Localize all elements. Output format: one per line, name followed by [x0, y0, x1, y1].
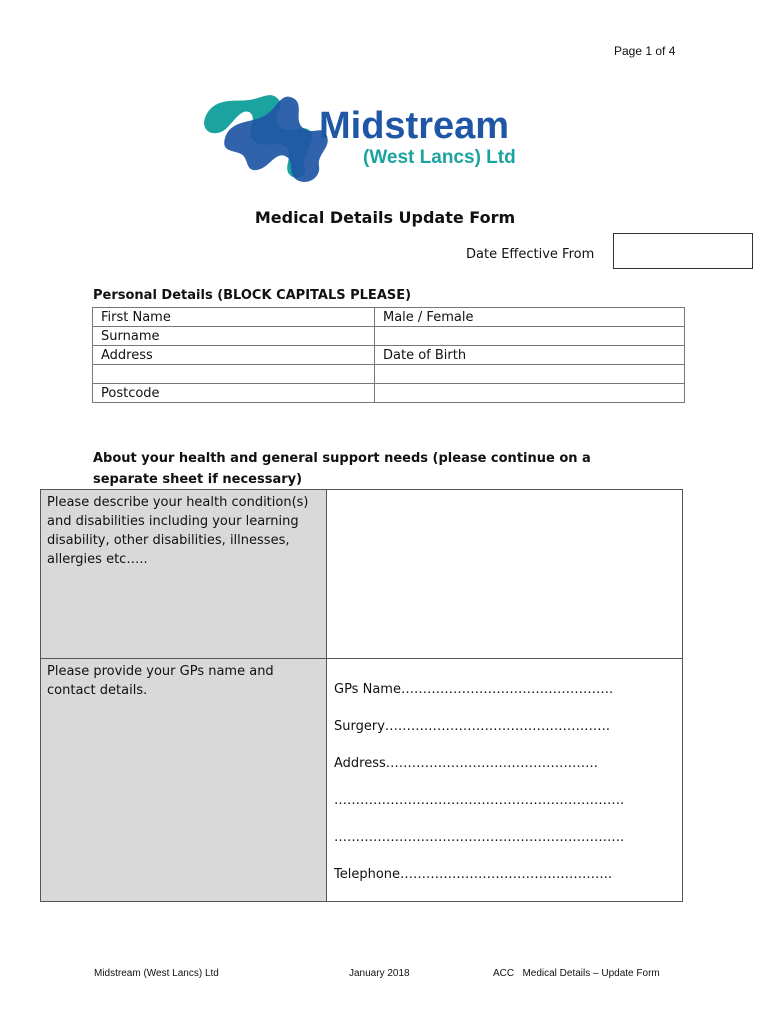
- midstream-logo: [197, 88, 577, 188]
- empty-field[interactable]: [375, 327, 685, 346]
- personal-details-heading: Personal Details (BLOCK CAPITALS PLEASE): [93, 288, 412, 303]
- table-row: [93, 346, 685, 365]
- gp-name-line[interactable]: GPs Name………………………………………….: [334, 682, 614, 697]
- gp-details-answer[interactable]: [327, 659, 683, 902]
- gp-address-line[interactable]: Address………………………………………….: [334, 756, 598, 771]
- table-row: [93, 327, 685, 346]
- table-row: [93, 308, 685, 327]
- surname-field[interactable]: Surname: [93, 327, 375, 346]
- footer-company: Midstream (West Lancs) Ltd: [94, 968, 219, 979]
- gp-details-question: Please provide your GPs name and contact details.: [41, 659, 327, 902]
- empty-field[interactable]: [375, 365, 685, 384]
- form-title: Medical Details Update Form: [254, 208, 516, 227]
- address-field[interactable]: Address: [93, 346, 375, 365]
- health-section-heading: About your health and general support needs (please continue on a separate sheet if necessary): [93, 451, 591, 487]
- date-effective-label: Date Effective From: [466, 247, 595, 262]
- footer-date: January 2018: [349, 968, 410, 979]
- logo-name: Midstream: [319, 105, 510, 147]
- postcode-field[interactable]: Postcode: [93, 384, 375, 403]
- personal-details-table: [92, 307, 685, 403]
- gp-address-line-2[interactable]: ………………………………………………………….: [334, 793, 625, 808]
- empty-field[interactable]: [375, 384, 685, 403]
- surgery-line[interactable]: Surgery…………………………………………….: [334, 719, 611, 734]
- gp-address-line-3[interactable]: ………………………………………………………….: [334, 830, 625, 845]
- health-condition-question: Please describe your health condition(s) and disabilities including your learning disability, other disabilities, illnesses, allergies etc…..: [41, 490, 327, 659]
- table-row: [41, 659, 683, 902]
- page-number: Page 1 of 4: [614, 44, 676, 58]
- table-row: [93, 384, 685, 403]
- date-of-birth-field[interactable]: Date of Birth: [375, 346, 685, 365]
- footer-document-ref: ACC Medical Details – Update Form: [493, 968, 660, 979]
- table-row: [41, 490, 683, 659]
- date-effective-field[interactable]: [613, 233, 753, 269]
- health-condition-answer[interactable]: [327, 490, 683, 659]
- gender-field[interactable]: Male / Female: [375, 308, 685, 327]
- table-row: [93, 365, 685, 384]
- telephone-line[interactable]: Telephone………………………………………….: [334, 867, 613, 882]
- logo-subtitle: (West Lancs) Ltd: [363, 147, 516, 168]
- health-table: [40, 489, 683, 902]
- address-line-2-field[interactable]: [93, 365, 375, 384]
- first-name-field[interactable]: First Name: [93, 308, 375, 327]
